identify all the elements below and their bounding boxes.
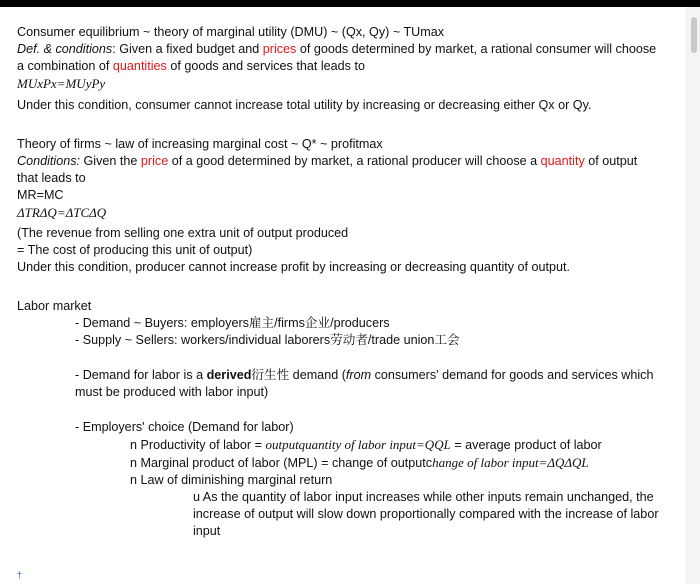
- cond-quantity: quantity: [540, 154, 585, 168]
- cond-price: price: [140, 154, 169, 168]
- consumer-definition: [17, 41, 657, 75]
- derived-demand: [75, 367, 665, 401]
- cond-text-3: of output that leads to: [17, 154, 638, 185]
- productivity-text-1: n Productivity of labor =: [130, 438, 266, 452]
- top-bar: [0, 0, 700, 7]
- derived-bold: derived: [206, 368, 252, 382]
- law-diminishing-return: n Law of diminishing marginal return: [130, 473, 333, 487]
- document-body: [17, 24, 667, 540]
- marginal-product-of-labor: [130, 454, 667, 472]
- firms-conclusion: Under this condition, producer cannot increase profit by increasing or decreasing quantity of output.: [17, 260, 571, 274]
- productivity-of-labor: [130, 436, 667, 454]
- consumer-equilibrium-heading: Consumer equilibrium ~ theory of marginal utility (DMU) ~ (Qx, Qy) ~ TUmax: [17, 25, 445, 39]
- derived-text-3: consumers' demand for goods and services which must be produced with labor input): [75, 368, 654, 399]
- law-detail: u As the quantity of labor input increases while other inputs remain unchanged, the increase of output will slow down proportionally compared with the increase of labor input: [193, 490, 659, 538]
- def-text-1: : Given a fixed budget and: [112, 42, 263, 56]
- derived-text-1: - Demand for labor is a: [75, 368, 207, 382]
- def-text-2: of goods determined by market, a rational consumer will choose a combination of: [17, 42, 657, 73]
- mpl-formula: hange of labor input=ΔQΔQL: [432, 455, 589, 470]
- def-label: Def. & conditions: [17, 42, 113, 56]
- labor-market-heading: Labor market: [17, 299, 92, 313]
- def-quantities: quantities: [112, 59, 167, 73]
- delta-formula: ΔTRΔQ=ΔTCΔQ: [17, 205, 107, 220]
- mpl-text: n Marginal product of labor (MPL) = change of outputc: [130, 456, 433, 470]
- derived-from: from: [345, 368, 372, 382]
- cond-text-1: Given the: [80, 154, 141, 168]
- revenue-explain: (The revenue from selling one extra unit of output produced: [17, 226, 349, 240]
- def-text-3: of goods and services that leads to: [166, 59, 365, 73]
- labor-demand: - Demand ~ Buyers: employers雇主/firms企业/producers: [75, 316, 390, 330]
- cost-explain: = The cost of producing this unit of output): [17, 243, 253, 257]
- firms-conditions: [17, 153, 645, 187]
- cond-label: Conditions:: [17, 154, 81, 168]
- firms-heading: Theory of firms ~ law of increasing marginal cost ~ Q* ~ profitmax: [17, 137, 383, 151]
- consumer-conclusion: Under this condition, consumer cannot increase total utility by increasing or decreasing either Qx or Qy.: [17, 98, 592, 112]
- text-cursor-mark: †: [17, 570, 23, 580]
- cond-text-2: of a good determined by market, a rational producer will choose a: [168, 154, 541, 168]
- scrollbar-track[interactable]: [686, 7, 700, 584]
- labor-supply: - Supply ~ Sellers: workers/individual laborers劳动者/trade union工会: [75, 333, 460, 347]
- productivity-text-2: = average product of labor: [450, 438, 602, 452]
- consumer-formula: MUxPx=MUyPy: [17, 76, 106, 91]
- productivity-formula: outputquantity of labor input=QQL: [265, 437, 451, 452]
- scrollbar-thumb[interactable]: [691, 17, 697, 53]
- mr-mc: MR=MC: [17, 188, 64, 202]
- derived-text-2: 衍生性 demand (: [251, 368, 346, 382]
- employers-choice: - Employers' choice (Demand for labor): [75, 420, 294, 434]
- def-prices: prices: [262, 42, 297, 56]
